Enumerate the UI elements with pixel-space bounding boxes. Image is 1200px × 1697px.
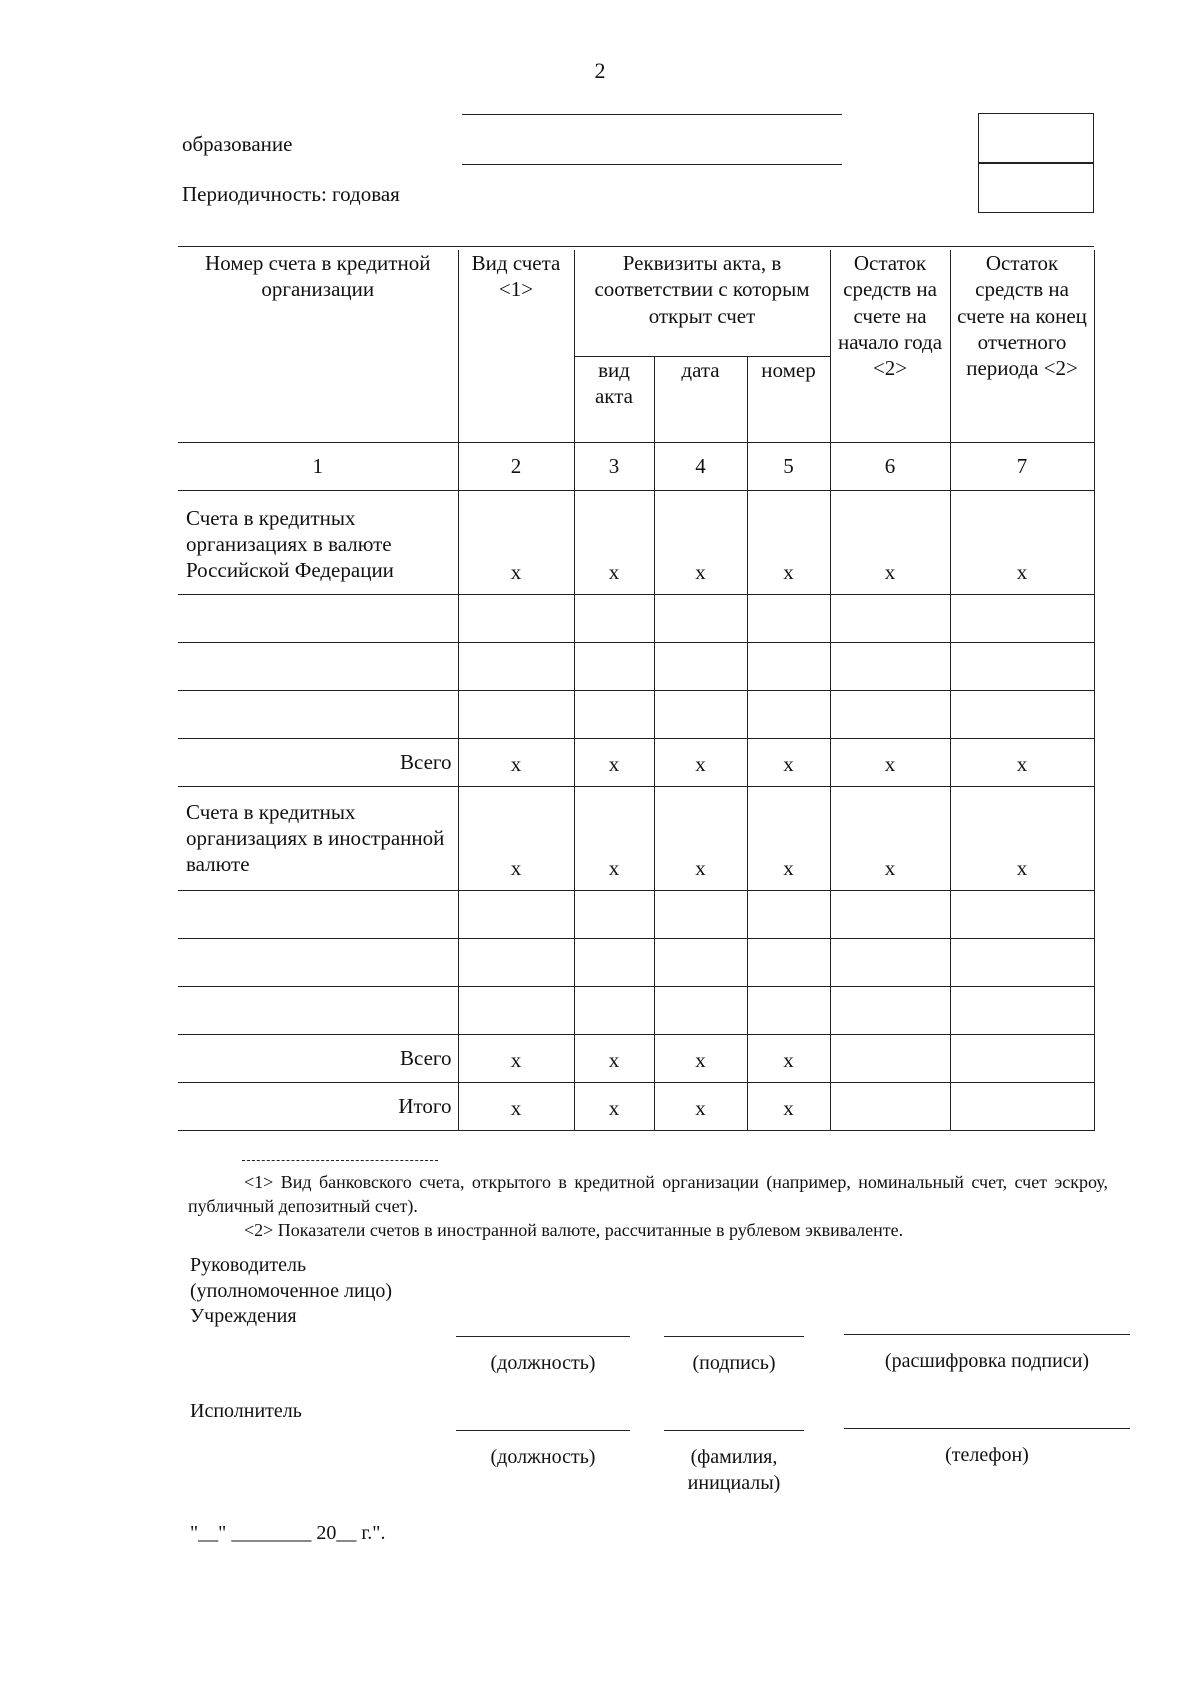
- x-mark: x: [574, 1034, 654, 1082]
- col-number-4: 4: [654, 442, 747, 490]
- x-mark: x: [950, 786, 1094, 890]
- total-foreign-label: Всего: [178, 1034, 458, 1082]
- accounts-table: [178, 250, 1095, 1131]
- head-position-caption: (должность): [490, 1352, 596, 1374]
- empty-row: [178, 594, 1094, 642]
- head-decoding-caption: (расшифровка подписи): [884, 1350, 1090, 1372]
- head-label-line1: Руководитель: [190, 1254, 307, 1276]
- footnote-1: <1> Вид банковского счета, открытого в кредитной организации (например, номинальный счет, счет эскроу, публичный депозитный счет).: [188, 1172, 1108, 1217]
- x-mark: x: [830, 738, 950, 786]
- header-balance-end: Остаток средств на счете на конец отчетного периода <2>: [950, 250, 1094, 442]
- date-line: "__" ________ 20__ г.".: [190, 1522, 386, 1544]
- footnote-2: <2> Показатели счетов в иностранной валюте, рассчитанные в рублевом эквиваленте.: [244, 1220, 904, 1240]
- periodicity-label: Периодичность: годовая: [182, 182, 400, 206]
- col-number-2: 2: [458, 442, 574, 490]
- empty-row: [178, 642, 1094, 690]
- executor-name-caption-line1: (фамилия,: [690, 1446, 778, 1468]
- col-number-3: 3: [574, 442, 654, 490]
- header-act-number: номер: [747, 356, 830, 442]
- x-mark: x: [654, 738, 747, 786]
- x-mark: x: [574, 1082, 654, 1130]
- head-position-line: [456, 1336, 630, 1337]
- head-label-line3: Учреждения: [190, 1305, 297, 1327]
- header-line-bottom: [462, 164, 842, 165]
- header-balance-start: Остаток средств на счете на начало года <2>: [830, 250, 950, 442]
- header-account-type: Вид счета <1>: [458, 250, 574, 442]
- x-mark: x: [747, 1034, 830, 1082]
- footnote-separator: [242, 1160, 438, 1161]
- header-act-details: Реквизиты акта, в соответствии с которым открыт счет: [574, 250, 830, 356]
- grand-total-label: Итого: [178, 1082, 458, 1130]
- executor-phone-caption: (телефон): [945, 1444, 1029, 1466]
- x-mark: x: [458, 1034, 574, 1082]
- x-mark: x: [950, 490, 1094, 594]
- x-mark: x: [747, 738, 830, 786]
- x-mark: x: [654, 490, 747, 594]
- head-decoding-line: [844, 1334, 1130, 1335]
- col-number-7: 7: [950, 442, 1094, 490]
- total-rub-label: Всего: [178, 738, 458, 786]
- page-number: 2: [594, 58, 606, 83]
- x-mark: x: [458, 738, 574, 786]
- x-mark: x: [747, 1082, 830, 1130]
- executor-phone-line: [844, 1428, 1130, 1429]
- x-mark: x: [747, 786, 830, 890]
- empty-row: [178, 890, 1094, 938]
- x-mark: x: [654, 1034, 747, 1082]
- head-label-line2: (уполномоченное лицо): [190, 1280, 393, 1302]
- empty-row: [178, 938, 1094, 986]
- header-account-number: Номер счета в кредитной организации: [178, 250, 458, 442]
- executor-position-caption: (должность): [490, 1446, 596, 1468]
- executor-name-line: [664, 1430, 804, 1431]
- x-mark: x: [747, 490, 830, 594]
- col-number-1: 1: [178, 442, 458, 490]
- education-label: образование: [182, 132, 293, 156]
- section-rub-label: Счета в кредитных организациях в валюте Российской Федерации: [178, 490, 458, 594]
- header-act-date: дата: [654, 356, 747, 442]
- col-number-6: 6: [830, 442, 950, 490]
- x-mark: x: [574, 490, 654, 594]
- table-top-line: [178, 246, 1094, 247]
- code-box-top: [978, 113, 1094, 164]
- x-mark: x: [654, 786, 747, 890]
- header-line-top: [462, 114, 842, 115]
- executor-label: Исполнитель: [190, 1400, 302, 1422]
- x-mark: x: [574, 738, 654, 786]
- x-mark: x: [458, 1082, 574, 1130]
- head-signature-caption: (подпись): [692, 1352, 776, 1374]
- x-mark: x: [574, 786, 654, 890]
- col-number-5: 5: [747, 442, 830, 490]
- x-mark: x: [458, 786, 574, 890]
- executor-position-line: [456, 1430, 630, 1431]
- executor-name-caption-line2: инициалы): [687, 1472, 781, 1494]
- head-signature-line: [664, 1336, 804, 1337]
- empty-row: [178, 986, 1094, 1034]
- x-mark: x: [654, 1082, 747, 1130]
- section-foreign-label: Счета в кредитных организациях в иностранной валюте: [178, 786, 458, 890]
- x-mark: x: [458, 490, 574, 594]
- x-mark: x: [950, 738, 1094, 786]
- empty-row: [178, 690, 1094, 738]
- x-mark: x: [830, 786, 950, 890]
- code-box-bottom: [978, 162, 1094, 213]
- x-mark: x: [830, 490, 950, 594]
- header-act-type: вид акта: [574, 356, 654, 442]
